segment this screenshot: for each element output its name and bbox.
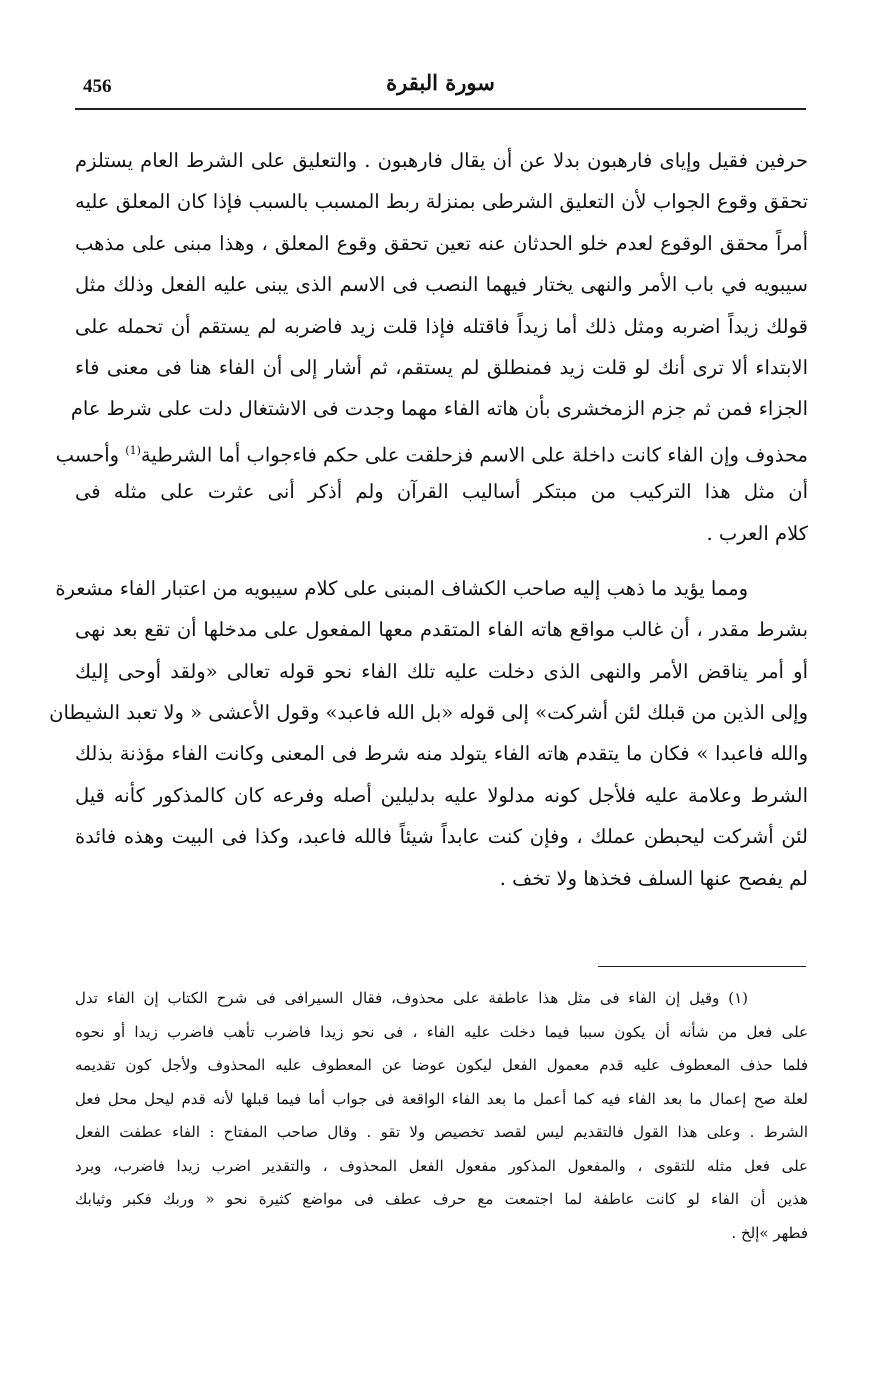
text-line: الابتداء ألا ترى أنك لو قلت زيد فمنطلق لم يستقم، ثم أشار إلى أن الفاء هنا فى معنى فاء — [75, 355, 808, 379]
footnote-divider — [598, 966, 806, 967]
text-line — [55, 430, 808, 471]
footnote — [75, 982, 808, 1250]
text-span: وأحسب — [55, 443, 120, 467]
footnote-line: على فعل مثله للتقوى ، والمفعول المذكور مفعول الفعل المحذوف ، والتقدير اضرب زيدا فاضرب، ويرد — [75, 1156, 808, 1175]
text-line: لم يفصح عنها السلف فخذها ولا تخف . — [499, 866, 808, 890]
footnote-reference[interactable]: (1) — [125, 443, 141, 457]
text-line: ومما يؤيد ما ذهب إليه صاحب الكشاف المبنى على كلام سيبويه من اعتبار الفاء مشعرة — [55, 576, 748, 600]
text-span: محذوف وإن الفاء كانت داخلة على الاسم فزحلقت على حكم فاءجواب أما الشرطية — [140, 443, 808, 467]
text-line: أن مثل هذا التركيب من مبتكر أساليب القرآن ولم أذكر أنى عثرت على مثله فى — [75, 480, 808, 504]
footnote-line: (١) وقيل إن الفاء فى مثل هذا عاطفة على محذوف، فقال السيرافى فى شرح الكتاب إن الفاء تدل — [75, 989, 748, 1007]
text-line: الجزاء فمن ثم جزم الزمخشرى بأن هاته الفاء مهما وجدت فى الاشتغال دلت على شرط عام — [70, 397, 808, 421]
text-line: أمراً محقق الوقوع لعدم خلو الحدثان عنه تعين تحقق وقوع المعلق ، وهذا مبنى على مذهب — [75, 231, 808, 255]
page-header — [75, 66, 806, 110]
surah-title: سورة البقرة — [386, 70, 495, 95]
text-line: لئن أشركت ليحبطن عملك ، وفإن كنت عابداً شيئاً فالله فاعبد، وكذا فى البيت وهذه فائدة — [75, 825, 808, 849]
text-line: وإلى الذين من قبلك لئن أشركت» إلى قوله «بل الله فاعبد» وقول الأعشى « ولا تعبد الشيطان — [49, 701, 808, 725]
text-line: بشرط مقدر ، أن غالب مواقع هاته الفاء المتقدم معها المفعول على مدخلها أن تقع بعد نهى — [75, 618, 808, 642]
text-line: سيبويه في باب الأمر والنهى يختار فيهما النصب فى الاسم الذى يبنى عليه الفعل وذلك مثل — [75, 273, 808, 297]
footnote-line: الشرط . وعلى هذا القول فالتقديم ليس لقصد تخصيص ولا تقو . وقال صاحب المفتاح : الفاء عطفت الفعل — [75, 1123, 808, 1141]
page-number: 456 — [83, 76, 112, 97]
main-text — [49, 140, 808, 899]
footnote-line: هذين أن الفاء لو كانت عاطفة لما اجتمعت مع حرف عطف فى مواضع كثيرة نحو « وربك فكبر وثيابك — [75, 1190, 808, 1208]
text-line: الشرط وعلامة عليه فلأجل كونه مدلولا عليه بدليلين أصله وفرعه كان كالمذكور كأنه قيل — [75, 783, 808, 807]
text-line: كلام العرب . — [706, 521, 808, 545]
text-line: أو أمر يناقض الأمر والنهى الذى دخلت عليه تلك الفاء نحو قوله تعالى «ولقد أوحى إليك — [75, 659, 808, 683]
text-line: تحقق وقوع الجواب لأن التعليق الشرطى بمنزلة ربط المسبب بالسبب فإذا كان المعلق عليه — [75, 190, 808, 214]
footnote-line: فلما حذف المعطوف عليه قدم معمول الفعل ليكون عوضا عن المعطوف عليه المحذوف ولأجل كون تقديمه — [75, 1056, 808, 1074]
text-line: قولك زيداً اضربه ومثل ذلك أما زيداً فاقتله فإذا قلت زيد فاضربه لم يستقم أن تحمله على — [75, 314, 808, 338]
text-line: حرفين فقيل وإياى فارهبون بدلا عن أن يقال فارهبون . والتعليق على الشرط العام يستلزم — [75, 149, 808, 172]
footnote-line: فطهر »إلخ . — [731, 1223, 808, 1242]
text-line: والله فاعبدا » فكان ما يتقدم هاته الفاء يتولد منه شرط فى المعنى وكانت الفاء مؤذنة بذلك — [75, 742, 808, 766]
footnote-line: لعلة صح إعمال ما بعد الفاء فيه كما أعمل ما بعد الفاء الواقعة فى جواب أما فيما قبلها لأنه قدم ليحل محل فعل — [75, 1089, 808, 1108]
footnote-line: على فعل من شأنه أن يكون سببا فيما دخلت عليه الفاء ، فى نحو زيدا فاضرب تأهب فاضرب زيدا أو نحوه — [75, 1022, 808, 1041]
